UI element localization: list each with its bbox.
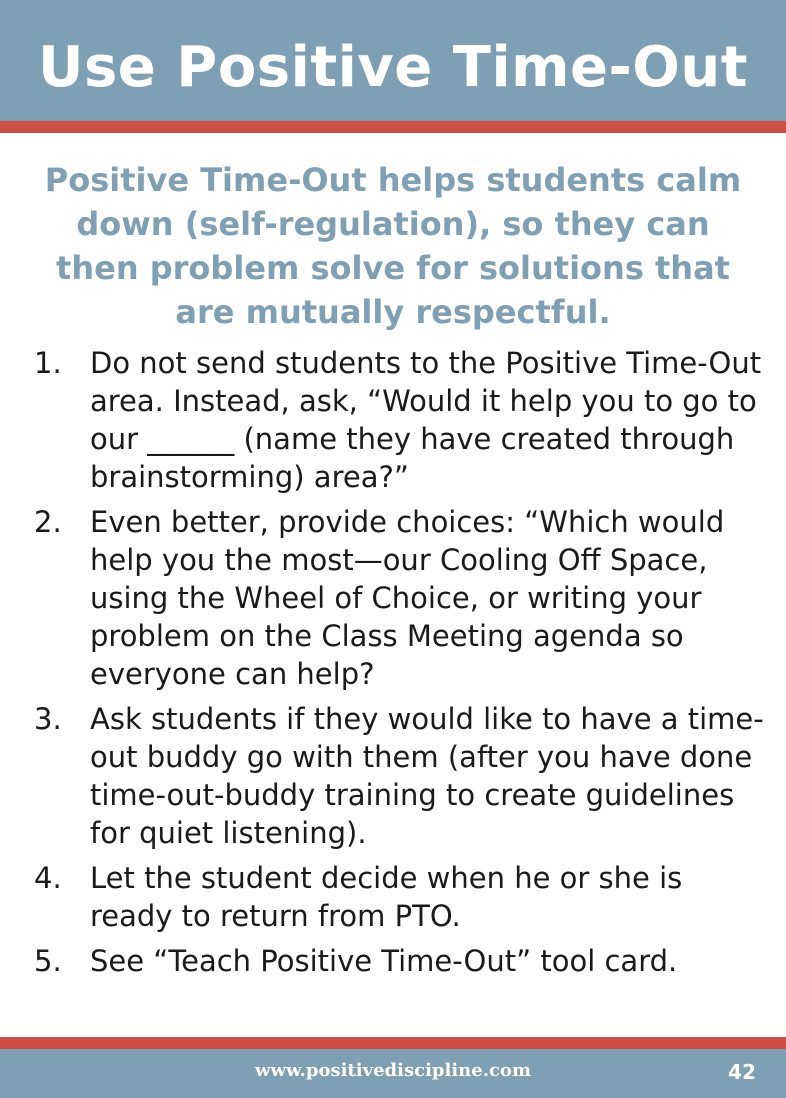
list-item [34,344,766,496]
step-text: Let the student decide when he or she is ready to return from PTO. [90,861,683,933]
step-number: 1. [34,346,62,380]
list-item [34,503,766,693]
step-number: 4. [34,861,62,895]
footer-bar [0,1049,786,1098]
list-item [34,942,766,980]
step-number: 5. [34,944,62,978]
header-divider [0,121,786,133]
step-text: Ask students if they would like to have a time-out buddy go with them (after you have done time-out-buddy training to create guidelines for quiet listening). [90,702,764,850]
step-text: See “Teach Positive Time-Out” tool card. [90,944,678,978]
footer-divider [0,1037,786,1049]
step-text: Do not send students to the Positive Time-Out area. Instead, ask, “Would it help you to go to our ______ (name they have created through brainstorming) area?” [90,346,762,494]
step-text: Even better, provide choices: “Which would help you the most—our Cooling Off Space, using the Wheel of Choice, or writing your problem on the Class Meeting agenda so everyone can help? [90,505,725,691]
list-item [34,859,766,935]
step-number: 2. [34,505,62,539]
card-subtitle: Positive Time-Out helps students calm down (self-regulation), so they can then problem solve for solutions that are mutually respectful. [44,161,742,331]
page-title: Use Positive Time-Out [38,35,748,100]
website-url: www.positivediscipline.com [254,1060,531,1081]
header-banner [0,0,786,121]
page-number: 42 [728,1060,756,1084]
step-number: 3. [34,702,62,736]
list-item [34,700,766,852]
steps-list [34,344,766,987]
